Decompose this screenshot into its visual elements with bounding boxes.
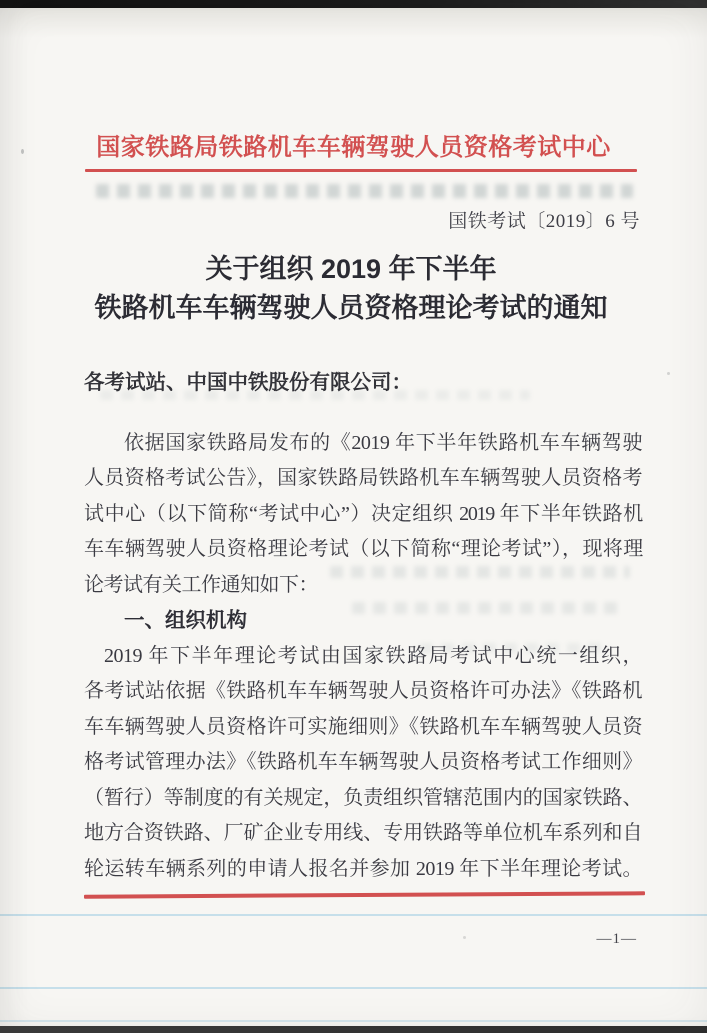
body-line: 依据国家铁路局发布的《2019 年下半年铁路机车车辆驾驶 [124, 431, 642, 454]
body-line: 格考试管理办法》《铁路机车车辆驾驶人员资格考试工作细则》 [84, 751, 642, 773]
document-body [84, 365, 642, 887]
body-line: 各考试站依据《铁路机车车辆驾驶人员资格许可办法》《铁路机 [84, 680, 642, 702]
section-heading-1: 一、组织机构 [124, 609, 247, 632]
body-line: 轮运转车辆系列的申请人报名并参加 2019 年下半年理论考试。 [84, 857, 642, 880]
body-line: 人员资格考试公告》，国家铁路局铁路机车车辆驾驶人员资格考 [84, 467, 642, 489]
body-line: （暂行）等制度的有关规定，负责组织管辖范围内的国家铁路、 [84, 786, 642, 809]
paragraph-2 [84, 639, 642, 888]
scan-edge-bottom [0, 1026, 707, 1033]
letterhead-org-name: 国家铁路局铁路机车车辆驾驶人员资格考试中心 [96, 134, 611, 161]
red-divider-bottom [84, 891, 645, 898]
red-divider-top [85, 169, 637, 172]
scan-artifact-line [0, 1020, 707, 1022]
scan-speck [21, 149, 24, 154]
scan-speck [463, 936, 466, 939]
body-line: 试中心（以下简称“考试中心”）决定组织 2019 年下半年铁路机 [84, 502, 642, 525]
scan-artifact-line [0, 987, 707, 989]
body-line: 地方合资铁路、厂矿企业专用线、专用铁路等单位机车系列和自 [84, 822, 642, 844]
scan-speck [667, 372, 670, 375]
paragraph-1 [84, 426, 642, 604]
scan-edge-top [0, 0, 707, 8]
body-line: 车车辆驾驶人员资格许可实施细则》《铁路机车车辆驾驶人员资 [84, 715, 642, 738]
document-number: 国铁考试〔2019〕6 号 [448, 211, 640, 232]
scan-top-shade [0, 8, 707, 38]
salutation: 各考试站、中国中铁股份有限公司： [84, 371, 412, 394]
document-title-line2: 铁路机车车辆驾驶人员资格理论考试的通知 [94, 293, 608, 323]
scan-artifact-line [0, 914, 707, 916]
body-line: 2019 年下半年理论考试由国家铁路局考试中心统一组织， [104, 644, 642, 667]
bleedthrough-ghost-text [96, 184, 633, 198]
body-line: 论考试有关工作通知如下： [84, 573, 318, 596]
document-title [4, 250, 698, 328]
body-line: 车车辆驾驶人员资格理论考试（以下简称“理论考试”），现将理 [84, 538, 642, 560]
page-number: —1— [596, 931, 637, 947]
document-title-line1: 关于组织 2019 年下半年 [205, 254, 497, 284]
